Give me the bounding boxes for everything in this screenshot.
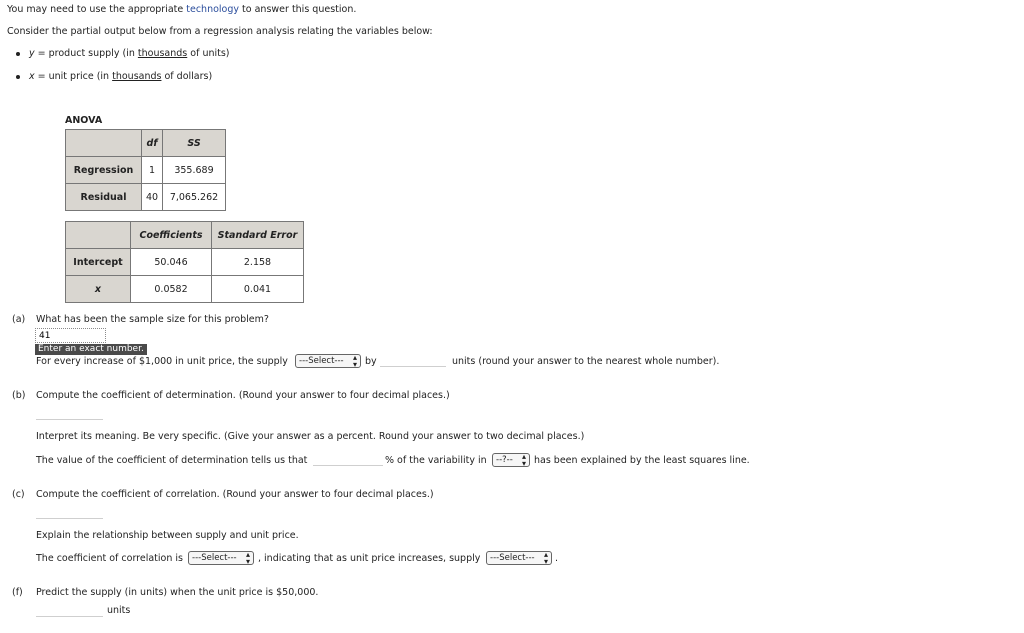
thousands-link[interactable]: thousands	[112, 71, 162, 82]
instruction-text-end: to answer this question.	[239, 4, 357, 15]
var-text-end: of units)	[187, 48, 230, 59]
anova-df: 40	[142, 184, 163, 211]
var-symbol: y	[29, 48, 35, 59]
technology-link[interactable]: technology	[186, 4, 240, 15]
bullet-icon	[16, 52, 20, 56]
chevron-updown-icon: ▴ ▾	[543, 550, 548, 566]
part-f-question: Predict the supply (in units) when the unit price is $50,000.	[36, 587, 319, 598]
supply-direction-select[interactable]	[295, 354, 361, 368]
coef-se: 2.158	[212, 249, 304, 276]
coef-value: 50.046	[131, 249, 212, 276]
table-row	[66, 249, 304, 276]
select-value: ---Select---	[192, 553, 237, 563]
select-value: ---Select---	[299, 356, 344, 366]
instruction-text: You may need to use the appropriate	[7, 4, 187, 15]
part-b-question: Compute the coefficient of determination. (Round your answer to four decimal places.)	[36, 390, 450, 401]
correlation-sign-select[interactable]	[188, 551, 254, 565]
part-b-line-text: The value of the coefficient of determination tells us that	[36, 455, 308, 466]
variable-y	[29, 48, 230, 59]
coef-corner	[66, 222, 131, 249]
select-value: --?--	[496, 455, 513, 465]
variable-x	[29, 71, 212, 82]
anova-corner	[66, 130, 142, 157]
percent-variability-input[interactable]	[313, 451, 383, 466]
var-symbol: x	[29, 71, 35, 82]
select-value: ---Select---	[490, 553, 535, 563]
coefficient-correlation-input[interactable]	[36, 504, 103, 519]
part-b-line-end: has been explained by the least squares line.	[534, 455, 750, 466]
var-text: = unit price (in	[34, 71, 113, 82]
part-c-tag: (c)	[12, 489, 25, 500]
part-c-line-end: .	[555, 553, 559, 564]
units-label: units	[107, 605, 131, 616]
part-a-tag: (a)	[12, 314, 26, 325]
part-f-tag: (f)	[12, 587, 23, 598]
coef-row-label: x	[66, 276, 131, 303]
part-b-line-mid: % of the variability in	[385, 455, 487, 466]
anova-table	[65, 129, 226, 211]
chevron-updown-icon: ▴ ▾	[245, 550, 250, 566]
variable-select[interactable]	[492, 453, 530, 467]
sample-size-input[interactable]	[35, 328, 106, 343]
anova-row-label: Residual	[66, 184, 142, 211]
part-a-line-text: For every increase of $1,000 in unit price, the supply	[36, 356, 288, 367]
coef-se: 0.041	[212, 276, 304, 303]
anova-row-label: Regression	[66, 157, 142, 184]
enter-exact-number-tooltip: Enter an exact number.	[35, 344, 147, 355]
supply-change-input[interactable]	[380, 352, 446, 367]
part-a-question: What has been the sample size for this problem?	[36, 314, 269, 325]
var-text: = product supply (in	[34, 48, 138, 59]
table-row	[66, 157, 226, 184]
chevron-updown-icon: ▴ ▾	[352, 353, 357, 369]
anova-header-ss: SS	[163, 130, 226, 157]
predicted-supply-input[interactable]	[36, 602, 103, 617]
coefficient-determination-input[interactable]	[36, 405, 103, 420]
coef-value: 0.0582	[131, 276, 212, 303]
bullet-icon	[16, 75, 20, 79]
part-c-line-text: The coefficient of correlation is	[36, 553, 183, 564]
chevron-updown-icon: ▴ ▾	[521, 452, 526, 468]
anova-df: 1	[142, 157, 163, 184]
supply-trend-select[interactable]	[486, 551, 552, 565]
coef-header-coefficients: Coefficients	[131, 222, 212, 249]
part-a-line-end: units (round your answer to the nearest whole number).	[452, 356, 720, 367]
coef-row-label: Intercept	[66, 249, 131, 276]
part-c-question: Compute the coefficient of correlation. (Round your answer to four decimal places.)	[36, 489, 434, 500]
coef-header-se: Standard Error	[212, 222, 304, 249]
anova-ss: 7,065.262	[163, 184, 226, 211]
var-text-end: of dollars)	[161, 71, 213, 82]
part-b-interpret: Interpret its meaning. Be very specific. (Give your answer as a percent. Round your answer to two decimal places.)	[36, 431, 585, 442]
table-row	[66, 276, 304, 303]
part-c-line-mid: , indicating that as unit price increases, supply	[258, 553, 481, 564]
coefficients-table	[65, 221, 304, 303]
anova-ss: 355.689	[163, 157, 226, 184]
part-b-tag: (b)	[12, 390, 26, 401]
table-row	[66, 184, 226, 211]
by-text: by	[365, 356, 377, 367]
part-c-explain: Explain the relationship between supply and unit price.	[36, 530, 299, 541]
thousands-link[interactable]: thousands	[137, 48, 188, 59]
instruction-line	[7, 4, 356, 15]
consider-text: Consider the partial output below from a regression analysis relating the variables below:	[7, 26, 433, 37]
anova-title: ANOVA	[65, 115, 103, 126]
anova-header-df: df	[142, 130, 163, 157]
